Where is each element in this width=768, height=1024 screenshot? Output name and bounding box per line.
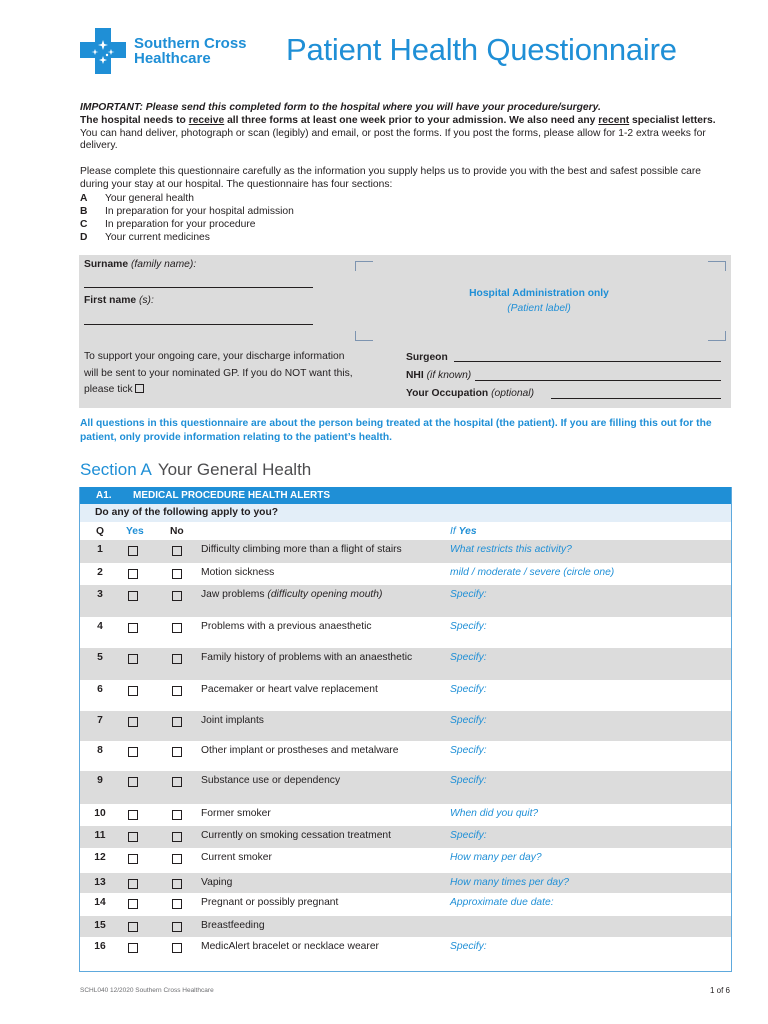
surname-field[interactable] — [84, 287, 313, 288]
table-row — [80, 540, 731, 563]
question-text: Problems with a previous anaesthetic — [201, 621, 372, 632]
col-no: No — [170, 526, 184, 537]
if-yes-prompt[interactable]: Specify: — [450, 745, 487, 756]
brand-name — [134, 36, 247, 66]
question-text: Substance use or dependency — [201, 775, 341, 786]
table-code: A1. — [96, 490, 112, 501]
table-row — [80, 937, 731, 957]
patient-notice: All questions in this questionnaire are about the person being treated at the hospital (the patient). If you are filling this out for the patient, only provide information relating to the patient’s health. — [80, 418, 712, 443]
if-yes-prompt[interactable]: When did you quit? — [450, 808, 539, 819]
question-number: 10 — [94, 808, 106, 819]
table-heading: MEDICAL PROCEDURE HEALTH ALERTS — [133, 490, 331, 501]
yes-checkbox[interactable] — [128, 591, 138, 601]
question-text: Motion sickness — [201, 567, 275, 578]
question-text: Current smoker — [201, 852, 272, 863]
recent-word: recent — [598, 114, 630, 126]
table-column-headers — [80, 522, 731, 540]
question-text: Vaping — [201, 877, 233, 888]
delivery-note-b: all three forms at least one week prior to your admission. We also need any — [224, 114, 599, 126]
table-row — [80, 741, 731, 771]
yes-checkbox[interactable] — [128, 810, 138, 820]
yes-checkbox[interactable] — [128, 943, 138, 953]
yes-checkbox[interactable] — [128, 717, 138, 727]
section-list-item — [80, 192, 480, 205]
no-checkbox[interactable] — [172, 569, 182, 579]
yes-checkbox[interactable] — [128, 777, 138, 787]
table-rows — [80, 540, 731, 957]
question-number: 4 — [97, 621, 103, 632]
if-yes-prompt[interactable]: Specify: — [450, 652, 487, 663]
if-yes-prompt[interactable]: mild / moderate / severe (circle one) — [450, 567, 615, 578]
question-text: Family history of problems with an anaesthetic — [201, 652, 413, 663]
question-number: 1 — [97, 544, 103, 555]
important-note: IMPORTANT: Please send this completed form to the hospital where you will have your procedure/surgery. — [80, 102, 601, 113]
southern-cross-logo-icon — [80, 28, 128, 74]
section-text: In preparation for your procedure — [105, 219, 256, 230]
no-checkbox[interactable] — [172, 686, 182, 696]
table-row — [80, 848, 731, 873]
page-header — [80, 28, 740, 76]
question-text: Jaw problems (difficulty opening mouth) — [201, 589, 383, 600]
section-letter: C — [80, 219, 88, 230]
intro-paragraph — [80, 102, 730, 153]
no-checkbox[interactable] — [172, 717, 182, 727]
section-letter: B — [80, 206, 88, 217]
if-yes-prompt[interactable]: Specify: — [450, 684, 487, 695]
question-text: Currently on smoking cessation treatment — [201, 830, 392, 841]
if-yes-prompt[interactable]: Specify: — [450, 621, 487, 632]
delivery-note-d: You can hand deliver, photograph or scan (legibly) and email, or post the forms. If you post the forms, please allow for 1-2 extra weeks for delivery. — [80, 127, 706, 152]
question-text: Joint implants — [201, 715, 264, 726]
if-yes-prompt[interactable]: Specify: — [450, 589, 487, 600]
label-corner-bl — [355, 331, 373, 341]
no-checkbox[interactable] — [172, 591, 182, 601]
question-text: Breastfeeding — [201, 920, 265, 931]
no-checkbox[interactable] — [172, 943, 182, 953]
instructions-paragraph: Please complete this questionnaire carefully as the information you supply helps us to provide you with the best and safest possible care during your stay at our hospital. The questionnaire has four sections: — [80, 166, 702, 190]
brand-name-line2: Healthcare — [134, 50, 211, 67]
table-header — [80, 487, 731, 504]
yes-checkbox[interactable] — [128, 854, 138, 864]
table-row — [80, 873, 731, 893]
no-checkbox[interactable] — [172, 623, 182, 633]
occupation-field[interactable] — [551, 398, 721, 399]
section-letter: D — [80, 232, 88, 243]
question-number: 5 — [97, 652, 103, 663]
yes-checkbox[interactable] — [128, 546, 138, 556]
yes-checkbox[interactable] — [128, 747, 138, 757]
label-corner-br — [708, 331, 726, 341]
no-checkbox[interactable] — [172, 654, 182, 664]
yes-checkbox[interactable] — [128, 686, 138, 696]
col-q: Q — [96, 526, 105, 537]
yes-checkbox[interactable] — [128, 569, 138, 579]
table-row — [80, 585, 731, 617]
page-title: Patient Health Questionnaire — [286, 32, 677, 67]
col-if-yes: If Yes — [450, 526, 477, 537]
no-checkbox[interactable] — [172, 747, 182, 757]
sections-list — [80, 192, 480, 244]
yes-checkbox[interactable] — [128, 654, 138, 664]
surname-label: Surname (family name): — [84, 259, 197, 270]
no-checkbox[interactable] — [172, 922, 182, 932]
admin-only-title: Hospital Administration only — [469, 288, 609, 299]
surgeon-label: Surgeon — [406, 352, 448, 363]
section-a-title: Your General Health — [157, 460, 312, 479]
question-text: Pacemaker or heart valve replacement — [201, 684, 378, 695]
section-letter: A — [80, 193, 88, 204]
section-list-item — [80, 218, 480, 231]
occupation-label: Your Occupation (optional) — [406, 388, 535, 399]
table-row — [80, 648, 731, 680]
no-checkbox[interactable] — [172, 832, 182, 842]
patient-label-hint: (Patient label) — [507, 303, 571, 314]
if-yes-prompt[interactable]: Specify: — [450, 715, 487, 726]
if-yes-prompt[interactable]: Specify: — [450, 941, 487, 952]
gp-note: To support your ongoing care, your discharge information will be sent to your nominated GP. If you do NOT want this, please tick — [84, 351, 353, 395]
footer-code: SCHL040 12/2020 Southern Cross Healthcare — [80, 987, 214, 994]
question-number: 12 — [94, 852, 106, 863]
question-text: Pregnant or possibly pregnant — [201, 897, 339, 908]
question-number: 11 — [94, 830, 106, 841]
section-text: Your general health — [105, 193, 194, 204]
table-row — [80, 893, 731, 916]
table-question: Do any of the following apply to you? — [80, 504, 731, 522]
if-yes-prompt[interactable]: How many per day? — [450, 852, 542, 863]
if-yes-prompt[interactable]: What restricts this activity? — [450, 544, 572, 555]
table-row — [80, 680, 731, 711]
nhi-field[interactable] — [475, 380, 721, 381]
yes-checkbox[interactable] — [128, 922, 138, 932]
firstname-field[interactable] — [84, 324, 313, 325]
delivery-note — [80, 115, 730, 153]
question-number: 13 — [94, 877, 106, 888]
if-yes-prompt[interactable]: Approximate due date: — [450, 897, 554, 908]
question-text: MedicAlert bracelet or necklace wearer — [201, 941, 379, 952]
question-number: 9 — [97, 775, 103, 786]
surgeon-field[interactable] — [454, 361, 721, 362]
firstname-label: First name (s): — [84, 295, 154, 306]
no-checkbox[interactable] — [172, 854, 182, 864]
no-checkbox[interactable] — [172, 899, 182, 909]
label-corner-tl — [355, 261, 373, 271]
section-a-label: Section A — [80, 460, 152, 479]
table-row — [80, 711, 731, 741]
yes-checkbox[interactable] — [128, 832, 138, 842]
yes-checkbox[interactable] — [128, 623, 138, 633]
if-yes-prompt[interactable]: How many times per day? — [450, 877, 570, 888]
yes-checkbox[interactable] — [128, 879, 138, 889]
question-number: 7 — [97, 715, 103, 726]
question-text: Difficulty climbing more than a flight of stairs — [201, 544, 402, 555]
section-a-heading — [80, 460, 311, 480]
brand-logo — [80, 28, 270, 74]
label-corner-tr — [708, 261, 726, 271]
page-number: 1 of 6 — [709, 986, 730, 995]
section-text: In preparation for your hospital admission — [105, 206, 294, 217]
question-number: 15 — [94, 920, 106, 931]
receive-word: receive — [188, 114, 225, 126]
table-row — [80, 916, 731, 937]
question-number: 16 — [94, 941, 106, 952]
no-checkbox[interactable] — [172, 546, 182, 556]
health-alerts-table — [79, 487, 732, 972]
section-list-item — [80, 205, 480, 218]
brand-name-line1: Southern Cross — [134, 35, 247, 52]
table-row — [80, 563, 731, 585]
if-yes-prompt[interactable]: Specify: — [450, 830, 487, 841]
no-checkbox[interactable] — [172, 777, 182, 787]
if-yes-prompt[interactable]: Specify: — [450, 775, 487, 786]
no-checkbox[interactable] — [172, 810, 182, 820]
section-list-item — [80, 231, 480, 244]
question-text: Other implant or prostheses and metalware — [201, 745, 399, 756]
gp-optout-checkbox[interactable] — [135, 384, 144, 393]
col-yes: Yes — [126, 526, 144, 537]
question-number: 6 — [97, 684, 103, 695]
yes-checkbox[interactable] — [128, 899, 138, 909]
nhi-label: NHI (if known) — [406, 370, 472, 381]
table-row — [80, 826, 731, 848]
table-row — [80, 771, 731, 804]
table-row — [80, 804, 731, 826]
section-text: Your current medicines — [105, 232, 210, 243]
delivery-note-c: specialist letters. — [629, 114, 716, 126]
patient-details-box — [79, 255, 731, 408]
delivery-note-a: The hospital needs to — [80, 114, 189, 126]
question-text: Former smoker — [201, 808, 271, 819]
question-number: 2 — [97, 567, 103, 578]
question-number: 8 — [97, 745, 103, 756]
table-row — [80, 617, 731, 648]
no-checkbox[interactable] — [172, 879, 182, 889]
question-number: 3 — [97, 589, 103, 600]
question-number: 14 — [94, 897, 106, 908]
